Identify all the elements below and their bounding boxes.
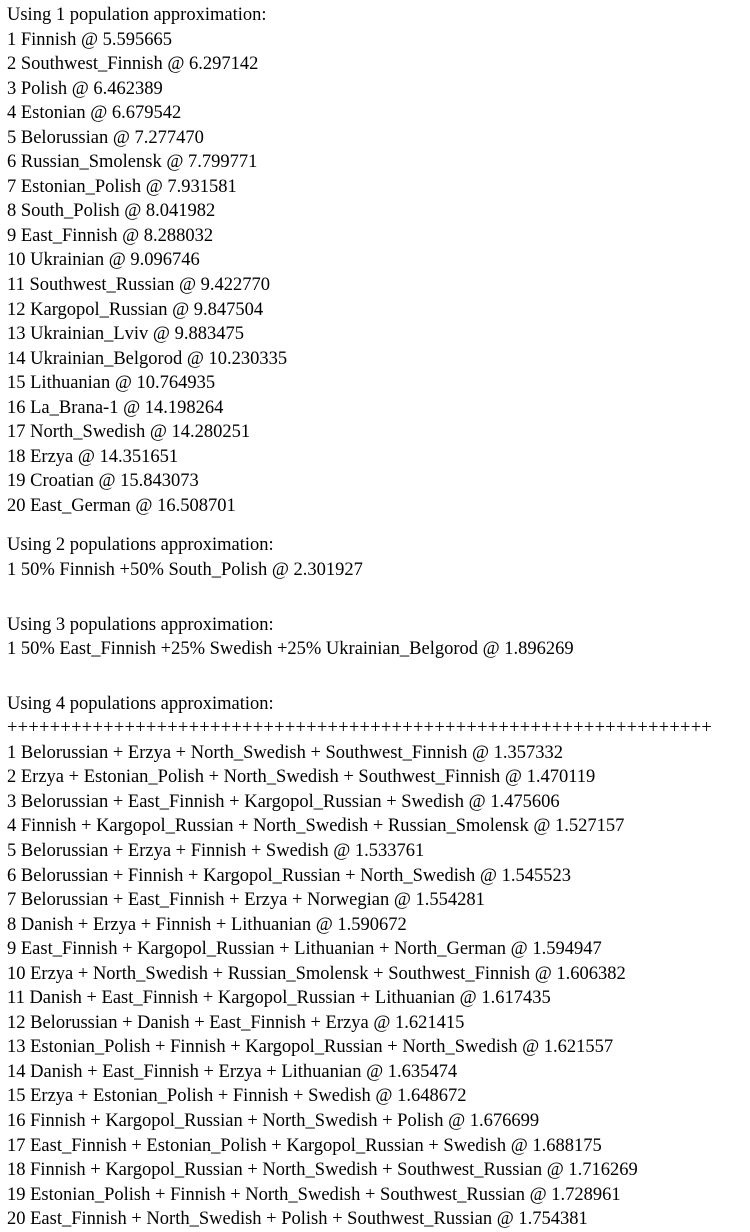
result-row: 10 Erzya + North_Swedish + Russian_Smolensk + Southwest_Finnish @ 1.606382 [7, 963, 626, 984]
section-1-population [7, 3, 750, 518]
result-row: 17 North_Swedish @ 14.280251 [7, 422, 251, 443]
result-row: 10 Ukrainian @ 9.096746 [7, 250, 200, 271]
result-row: 1 50% Finnish +50% South_Polish @ 2.301927 [7, 560, 363, 581]
result-row: 8 South_Polish @ 8.041982 [7, 201, 216, 222]
result-row: 14 Danish + East_Finnish + Erzya + Lithuanian @ 1.635474 [7, 1061, 458, 1082]
section-heading: Using 2 populations approximation: [7, 535, 274, 556]
result-row: 7 Belorussian + East_Finnish + Erzya + Norwegian @ 1.554281 [7, 890, 485, 911]
result-row: 5 Belorussian + Erzya + Finnish + Swedish @ 1.533761 [7, 840, 425, 861]
result-row: 6 Belorussian + Finnish + Kargopol_Russian + North_Swedish @ 1.545523 [7, 865, 571, 886]
result-row: 13 Ukrainian_Lviv @ 9.883475 [7, 324, 244, 345]
spacer [7, 518, 750, 533]
result-row: 3 Polish @ 6.462389 [7, 78, 163, 99]
result-row: 4 Estonian @ 6.679542 [7, 103, 182, 124]
result-row: 4 Finnish + Kargopol_Russian + North_Swedish + Russian_Smolensk @ 1.527157 [7, 816, 625, 837]
result-row: 1 50% East_Finnish +25% Swedish +25% Ukrainian_Belgorod @ 1.896269 [7, 639, 574, 660]
result-list [7, 741, 750, 1232]
result-row: 20 East_Finnish + North_Swedish + Polish + Southwest_Russian @ 1.754381 [7, 1209, 588, 1230]
result-row: 17 East_Finnish + Estonian_Polish + Kargopol_Russian + Swedish @ 1.688175 [7, 1135, 602, 1156]
result-row: 2 Southwest_Finnish @ 6.297142 [7, 54, 259, 75]
result-row: 20 East_German @ 16.508701 [7, 495, 236, 516]
result-row: 15 Lithuanian @ 10.764935 [7, 373, 216, 394]
result-row: 18 Finnish + Kargopol_Russian + North_Swedish + Southwest_Russian @ 1.716269 [7, 1160, 638, 1181]
result-row: 14 Ukrainian_Belgorod @ 10.230335 [7, 348, 288, 369]
result-row: 19 Estonian_Polish + Finnish + North_Swedish + Southwest_Russian @ 1.728961 [7, 1184, 621, 1205]
result-row: 13 Estonian_Polish + Finnish + Kargopol_Russian + North_Swedish @ 1.621557 [7, 1037, 614, 1058]
result-row: 9 East_Finnish @ 8.288032 [7, 225, 214, 246]
section-heading: Using 1 population approximation: [7, 5, 267, 25]
plus-separator: ++++++++++++++++++++++++++++++++++++++++++++++++++++++++++++++++++ [7, 718, 713, 739]
result-row: 9 East_Finnish + Kargopol_Russian + Lithuanian + North_German @ 1.594947 [7, 939, 602, 960]
result-row: 15 Erzya + Estonian_Polish + Finnish + Swedish @ 1.648672 [7, 1086, 467, 1107]
result-row: 1 Finnish @ 5.595665 [7, 29, 173, 50]
result-row: 18 Erzya @ 14.351651 [7, 446, 179, 467]
result-row: 1 Belorussian + Erzya + North_Swedish + Southwest_Finnish @ 1.357332 [7, 742, 564, 763]
result-row: 3 Belorussian + East_Finnish + Kargopol_Russian + Swedish @ 1.475606 [7, 791, 560, 812]
result-list [7, 28, 750, 519]
spacer [7, 583, 750, 613]
section-2-populations [7, 533, 750, 582]
result-row: 8 Danish + Erzya + Finnish + Lithuanian @ 1.590672 [7, 914, 407, 935]
spacer [7, 662, 750, 692]
result-row: 2 Erzya + Estonian_Polish + North_Swedish + Southwest_Finnish @ 1.470119 [7, 767, 596, 788]
result-row: 16 La_Brana-1 @ 14.198264 [7, 397, 224, 418]
result-row: 6 Russian_Smolensk @ 7.799771 [7, 152, 258, 173]
section-4-populations [7, 692, 750, 1232]
result-row: 7 Estonian_Polish @ 7.931581 [7, 176, 237, 197]
result-row: 19 Croatian @ 15.843073 [7, 471, 199, 492]
section-3-populations [7, 613, 750, 662]
result-row: 12 Belorussian + Danish + East_Finnish + Erzya @ 1.621415 [7, 1012, 465, 1033]
section-heading: Using 3 populations approximation: [7, 614, 274, 635]
result-row: 11 Southwest_Russian @ 9.422770 [7, 275, 271, 296]
result-row: 16 Finnish + Kargopol_Russian + North_Swedish + Polish @ 1.676699 [7, 1110, 540, 1131]
result-row: 11 Danish + East_Finnish + Kargopol_Russian + Lithuanian @ 1.617435 [7, 988, 551, 1009]
result-row: 12 Kargopol_Russian @ 9.847504 [7, 299, 264, 320]
result-row: 5 Belorussian @ 7.277470 [7, 127, 204, 148]
section-heading: Using 4 populations approximation: [7, 693, 274, 714]
